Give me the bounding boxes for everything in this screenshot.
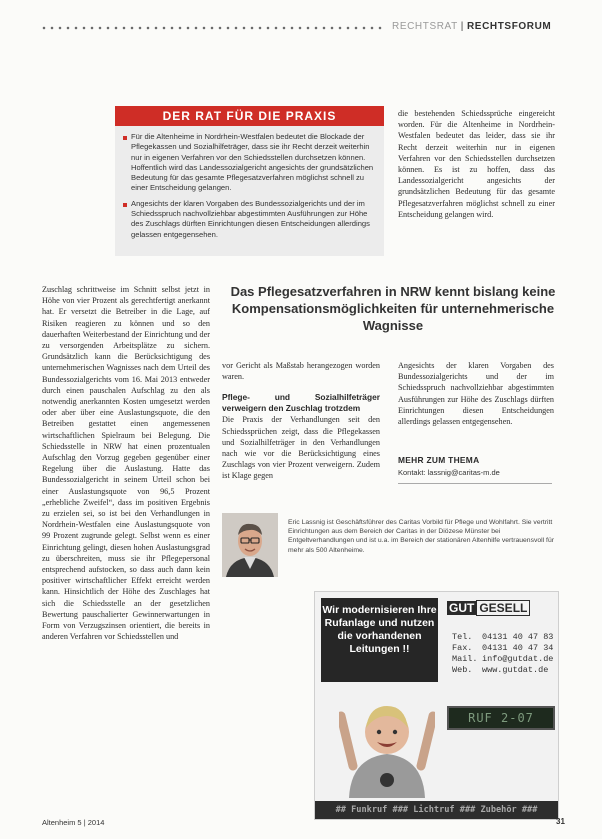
- ad-contact-row: [452, 654, 553, 665]
- ad-logo: [447, 600, 530, 618]
- rat-box: [115, 106, 384, 256]
- advertisement[interactable]: [314, 591, 559, 820]
- ad-logo-gut: GUT: [449, 601, 475, 615]
- ad-contact-row: [452, 643, 553, 654]
- ad-contact-label: Web.: [452, 665, 473, 675]
- rat-box-bullet: Für die Altenheime in Nordrhein-Westfalen bedeutet die Blockade der Pflegekassen und Sozialhilfeträger, dass sie ihr Recht derzeit weiterhin nur in eigenen Verfahren vor den Schiedsstellen durchsetzen können. Hoffentlich wird das Landessozialgericht angesichts der grundsätzlichen Bedeutung für das gesamte Pflegesatzverfahren möglichst schnell zu einer Entscheidung gelangen.: [121, 132, 379, 194]
- ad-contact-label: Fax.: [452, 643, 473, 653]
- author-bio: Eric Lassnig ist Geschäftsführer des Caritas Vorbild für Pflege und Wohlfahrt. Sie vertritt Einrichtungen aus dem Bereich der Caritas in der Diözese Münster bei Entgeltverhandlungen und ist u.a. im Bereich der stationären Altenhilfe vertrauensvoll für mehr als 500 Altenheime.: [288, 519, 554, 554]
- right-column: Angesichts der klaren Vorgaben des Bundessozialgerichts und der im Schiedsspruch nachvollziehbar abgestimmten Ausführungen zur Höhe des Zuschlags dürften Einrichtungen diesen Entscheidungen allerdings gelassen entgegensehen.: [398, 361, 554, 427]
- ad-contact-label: Mail.: [452, 654, 478, 664]
- ad-contact-value: 04131 40 47 83: [482, 632, 554, 642]
- ad-display: RUF 2-07: [447, 706, 555, 730]
- middle-column: [222, 360, 380, 482]
- ad-contact-value: 04131 40 47 34: [482, 643, 554, 653]
- footer-issue: Altenheim 5 | 2014: [42, 818, 105, 827]
- author-photo: [222, 513, 278, 577]
- ad-logo-gesell: GESELL: [476, 600, 530, 616]
- rat-box-title: DER RAT FÜR DIE PRAXIS: [115, 106, 384, 126]
- header-section: [392, 21, 551, 32]
- left-column: Zuschlag schrittweise im Schnitt selbst jetzt in Höhe von vier Prozent als gerechtfertigt anerkannt hat. Er versetzt die Betreiber in die Lage, auf Risiken reagieren zu können und so den dauerhaften Weiterbestand der Einrichtung und der zu versorgenden Arbeitsplätze zu sichern. Grundsätzlich kann die Berücksichtigung des unternehmerischen Wagnisses nach dem Urteil des Bundessozialgerichts vom 16. Mai 2013 entweder durch einen pauschalen Aufschlag zu den als notwendig anerkannten Kosten umgesetzt werden oder aber über eine Auslastungsquote, die den Betreiben gestattet einen angemessenen wirtschaftlichen Spielraum bei Belegung. Die Schiedsstelle in NRW hat einen prozentualen Aufschlag den Vorzug gegeben gegenüber einer Regelung über die Auslastung. Hatte das Bundessozialgericht in seinem Urteil schon bei einer Auslastungsquote von 96,5 Prozent „erhebliche Zweifel“, dass im positiven Ergebnis zu erzielen sei, so ist bei den Verhandlungen in Nordrhein-Westfalen eine Auslastungsquote von 99 Prozent zugrunde gelegt. Selbst wenn es einer Einrichtung gelingt, diesen hohen Auslastungsgrad zu überschreiten, muss sie ihr Pflegepersonal entsprechend aufstocken, so dass auch dann kein positiver wirtschaftlicher Effekt erreicht werden kann. Hinsichtlich der Höhe des Zuschlages hat sich die Schiedsstelle an der gesetzlichen Bewertung pauschalierter Gewinnerwartungen in Form von Verzugszinsen orientiert, die bereits in anderen Verfahren vor Schiedsstellen und: [42, 285, 210, 642]
- author-box: [222, 513, 554, 577]
- ad-contact-value[interactable]: www.gutdat.de: [482, 665, 549, 675]
- ad-contacts: [452, 632, 553, 676]
- ad-contact-label: Tel.: [452, 632, 473, 642]
- ad-contact-value[interactable]: info@gutdat.de: [482, 654, 554, 664]
- middle-lead: vor Gericht als Maßstab herangezogen worden waren.: [222, 361, 380, 382]
- rat-box-bullet: Angesichts der klaren Vorgaben des Bundessozialgerichts und der im Schiedsspruch nachvollziehbar abgestimmten Ausführungen zur Höhe des Zuschlags dürften Einrichtungen diesen Entscheidungen allerdings gelassen entgegensehen.: [121, 199, 379, 240]
- right-top-column: die bestehenden Schiedssprüche eingereicht worden. Für die Altenheime in Nordrhein-Westfalen bedeutet das leider, dass sie ihr Recht derzeit weiterhin nur in eigenen Verfahren vor den Schiedsstellen durchsetzen können. Es ist zu hoffen, dass das Landessozialgericht angesichts der grundsätzlichen Bedeutung für das gesamte Pflegesatzverfahren möglichst schnell zu einer Entscheidung gelangen wird.: [398, 109, 555, 219]
- section-separator: |: [460, 21, 464, 32]
- mehr-link[interactable]: Kontakt: lassnig@caritas-m.de: [398, 468, 552, 484]
- section-rechtsforum: RECHTSFORUM: [466, 21, 552, 32]
- rat-box-list: [121, 132, 379, 245]
- mehr-zum-thema: [398, 455, 552, 484]
- ad-headline: Wir modernisieren Ihre Rufanlage und nutzen die vorhandenen Leitungen !!: [321, 598, 438, 682]
- middle-subhead: Pflege- und Sozialhilfeträger verweigern den Zuschlag trotzdem: [222, 392, 380, 414]
- section-rechtsrat: RECHTSRAT: [392, 21, 458, 32]
- page-number: 31: [556, 817, 565, 826]
- mehr-title: MEHR ZUM THEMA: [398, 455, 480, 465]
- ad-contact-row: [452, 665, 553, 676]
- ad-ticker: ## Funkruf ### Lichtruf ### Zubehör ###: [315, 801, 558, 819]
- middle-body: Die Praxis der Verhandlungen seit den Schiedssprüchen zeigt, dass die Pflegekassen und Sozialhilfeträger in den Verhandlungen nach wie vor die Berücksichtigung eines Zuschlags von vier Prozent verweigern. Zudem ist Klage gegen: [222, 415, 380, 481]
- article-headline: Das Pflegesatzverfahren in NRW kennt bislang keine Kompensationsmöglichkeiten für unternehmerische Wagnisse: [230, 284, 556, 333]
- ad-child-illustration: [339, 688, 435, 798]
- header-dots: [40, 26, 384, 30]
- ad-contact-row: [452, 632, 553, 643]
